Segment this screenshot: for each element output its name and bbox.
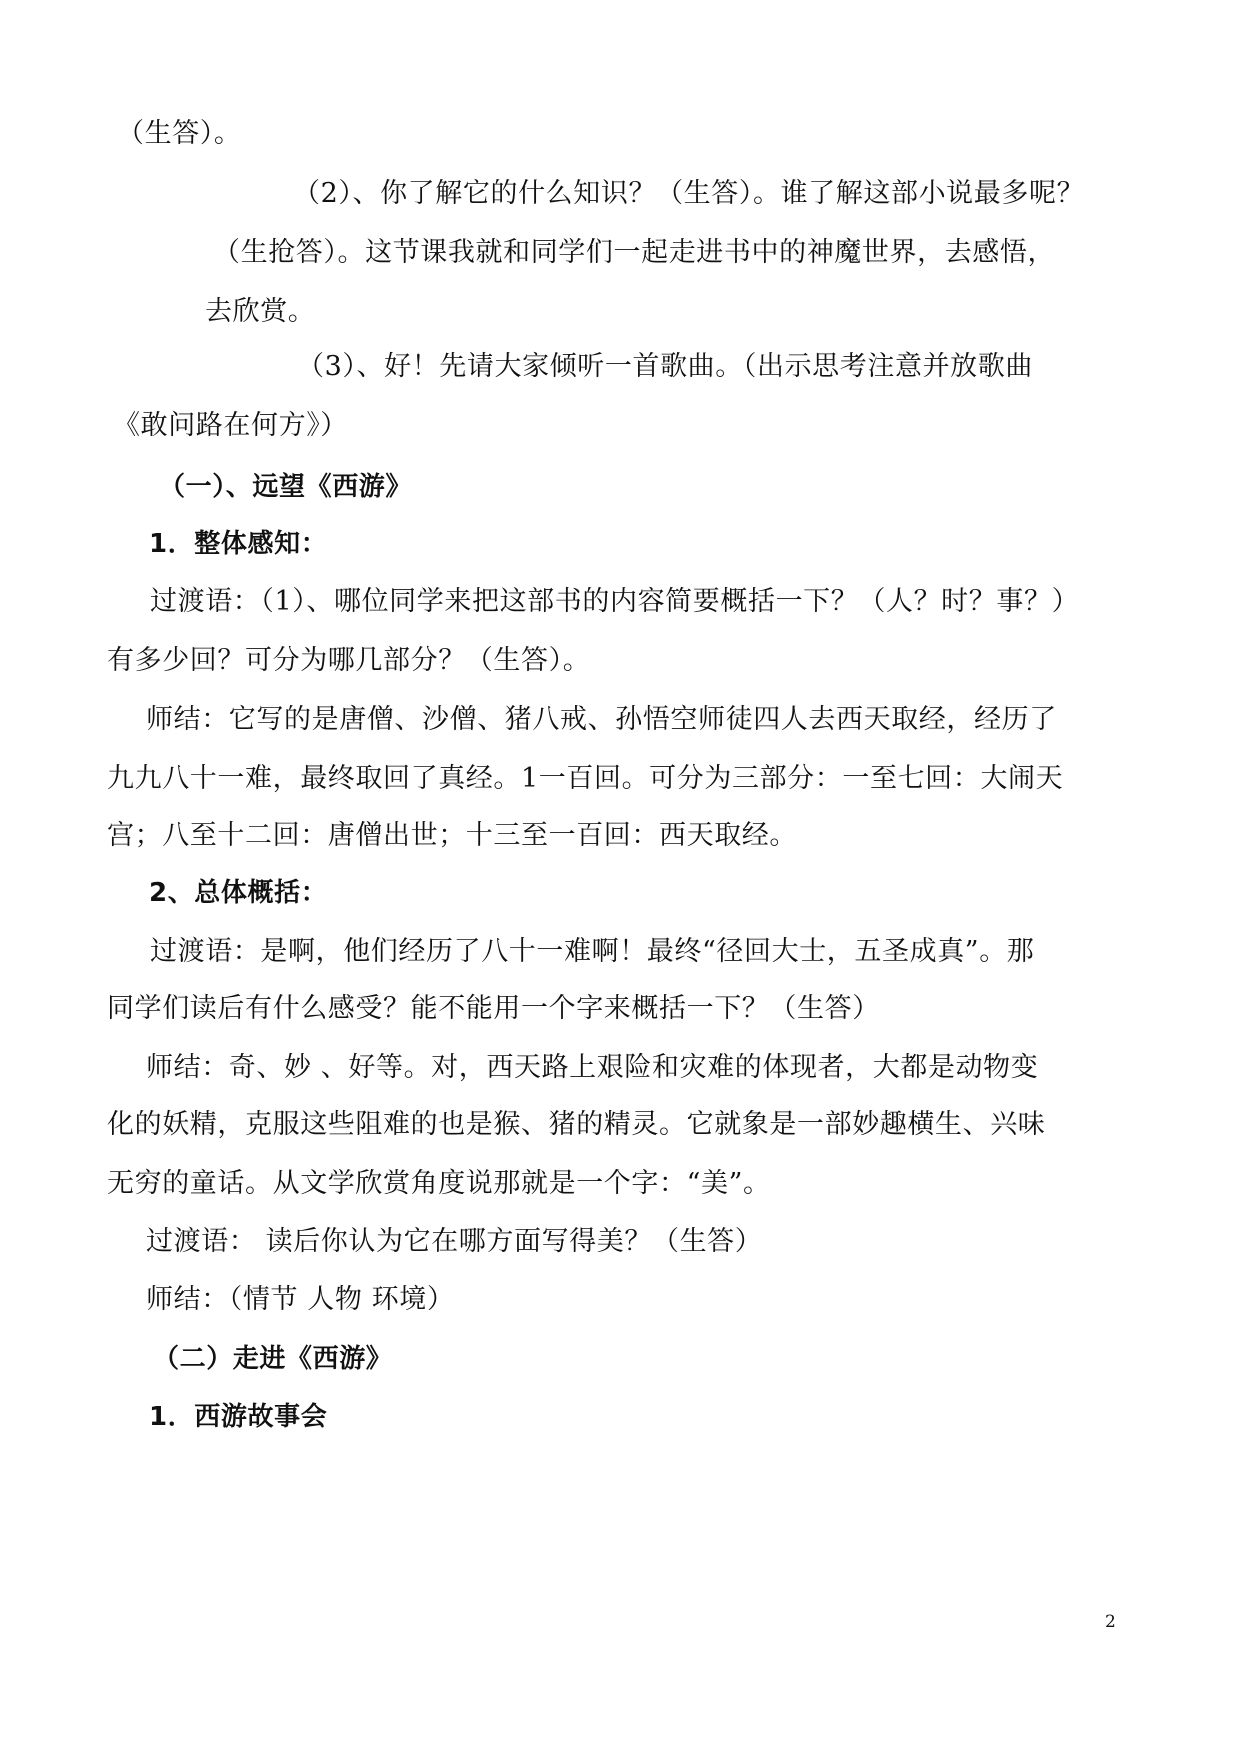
text-line: （生答）。 (117, 118, 242, 149)
text-line: 同学们读后有什么感受？能不能用一个字来概括一下？（生答） (107, 993, 880, 1024)
section-heading: （一）、远望《西游》 (159, 472, 413, 502)
page-number: 2 (1105, 1612, 1116, 1632)
text-line: 师结：它写的是唐僧、沙僧、猪八戒、孙悟空师徒四人去西天取经，经历了 (146, 704, 1057, 735)
subsection-heading: 2、总体概括： (149, 878, 328, 908)
text-line: 师结：（情节 人物 环境） (146, 1284, 455, 1315)
text-line: 师结：奇、妙 、好等。对，西天路上艰险和灾难的体现者，大都是动物变 (146, 1052, 1039, 1083)
text-line: 过渡语：（1）、哪位同学来把这部书的内容简要概括一下？（人？时？事？） (150, 586, 1080, 617)
subsection-heading: 1．整体感知： (149, 529, 328, 559)
text-line: 过渡语： 读后你认为它在哪方面写得美？（生答） (146, 1226, 763, 1257)
subsection-heading: 1．西游故事会 (149, 1402, 328, 1432)
text-line: 九九八十一难，最终取回了真经。1一百回。可分为三部分：一至七回：大闹天 (107, 763, 1064, 794)
text-line: 《敢问路在何方》） (113, 410, 348, 441)
text-line: 宫；八至十二回：唐僧出世；十三至一百回：西天取经。 (107, 820, 797, 851)
text-line: （2）、你了解它的什么知识？（生答）。谁了解这部小说最多呢？ (293, 178, 1085, 209)
section-heading: （二）走进《西游》 (153, 1344, 393, 1374)
text-line: 过渡语：是啊，他们经历了八十一难啊！最终“径回大士，五圣成真”。那 (150, 936, 1035, 967)
text-line: （3）、好！先请大家倾听一首歌曲。（出示思考注意并放歌曲 (297, 351, 1033, 382)
text-line: 无穷的童话。从文学欣赏角度说那就是一个字：“美”。 (107, 1168, 771, 1199)
text-line: 去欣赏。 (205, 296, 316, 327)
text-line: 有多少回？可分为哪几部分？（生答）。 (107, 645, 591, 676)
text-line: （生抢答）。这节课我就和同学们一起走进书中的神魔世界，去感悟， (213, 237, 1056, 268)
text-line: 化的妖精，克服这些阻难的也是猴、猪的精灵。它就象是一部妙趣横生、兴味 (107, 1109, 1046, 1140)
